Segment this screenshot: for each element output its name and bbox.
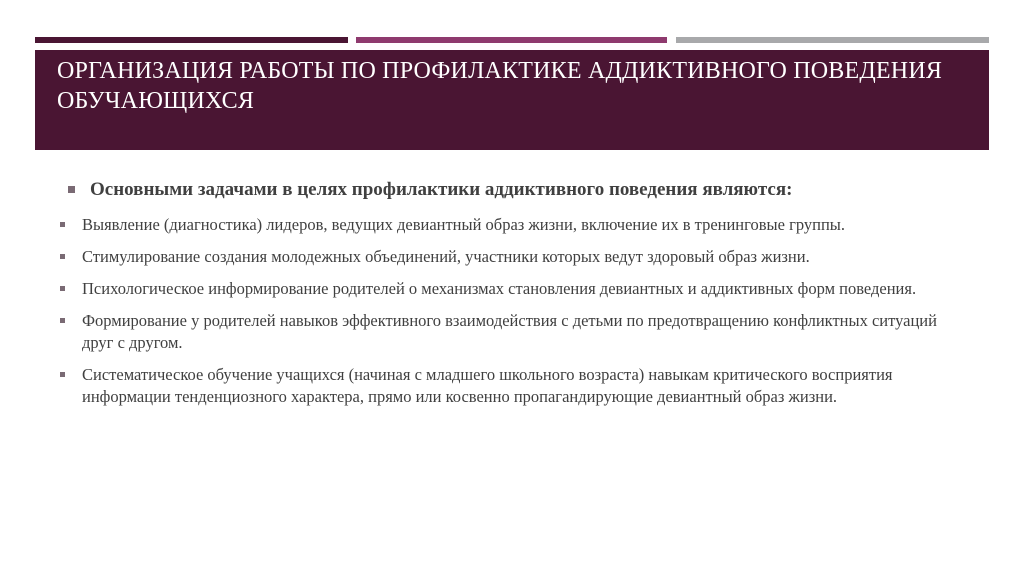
heading-row xyxy=(68,178,980,202)
list-item-text: Стимулирование создания молодежных объединений, участники которых ведут здоровый образ жизни. xyxy=(82,247,810,266)
square-bullet-icon xyxy=(60,222,65,227)
accent-bar-gray xyxy=(676,37,989,43)
square-bullet-icon xyxy=(60,372,65,377)
title-band xyxy=(35,50,989,150)
list-item-text: Психологическое информирование родителей о механизмах становления девиантных и аддиктивных форм поведения. xyxy=(82,279,917,298)
accent-bar-dark xyxy=(35,37,348,43)
list-item xyxy=(60,310,980,354)
square-bullet-icon xyxy=(68,186,75,193)
slide-content xyxy=(60,178,980,418)
list-item xyxy=(60,278,980,300)
slide-title: ОРГАНИЗАЦИЯ РАБОТЫ ПО ПРОФИЛАКТИКЕ АДДИКТИВНОГО ПОВЕДЕНИЯ ОБУЧАЮЩИХСЯ xyxy=(57,58,943,114)
list-item xyxy=(60,214,980,236)
list-item xyxy=(60,246,980,268)
square-bullet-icon xyxy=(60,286,65,291)
accent-bar-magenta xyxy=(356,37,667,43)
list-item-text: Формирование у родителей навыков эффективного взаимодействия с детьми по предотвращению конфликтных ситуаций друг с другом. xyxy=(82,311,937,352)
square-bullet-icon xyxy=(60,254,65,259)
list-item-text: Выявление (диагностика) лидеров, ведущих девиантный образ жизни, включение их в тренинговые группы. xyxy=(82,215,845,234)
list-item-text: Систематическое обучение учащихся (начиная с младшего школьного возраста) навыкам критического восприятия информации тенденциозного характера, прямо или косвенно пропагандирующие девиантный образ жизни. xyxy=(82,365,893,406)
list-item xyxy=(60,364,980,408)
square-bullet-icon xyxy=(60,318,65,323)
section-heading: Основными задачами в целях профилактики аддиктивного поведения являются: xyxy=(90,179,793,200)
